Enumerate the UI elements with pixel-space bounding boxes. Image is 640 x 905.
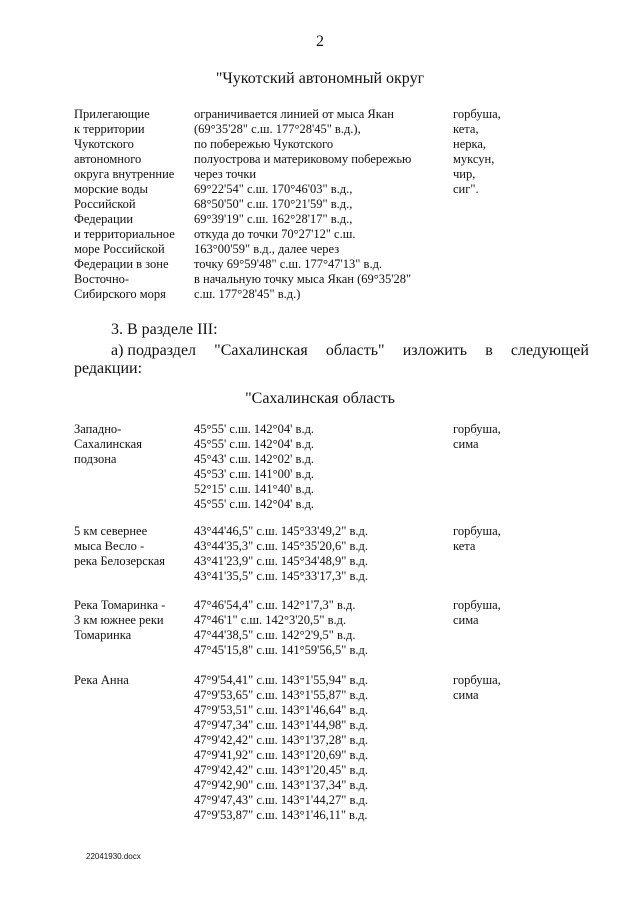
area-line: Российской [74,197,136,211]
area-line: река Белозерская [74,554,166,568]
sakhalin-title: "Сахалинская область [245,390,395,407]
boundary-line: точку 69°59'48" с.ш. 177°47'13" в.д. [194,257,383,271]
area-line: море Российской [74,242,165,256]
chukotka-species-cell [453,107,501,197]
instruction-word: а) подраздел [111,342,197,359]
coordinate-line: 47°9'41,92" с.ш. 143°1'20,69" в.д. [194,748,369,762]
coordinate-line: 47°46'54,4" с.ш. 142°1'7,3" в.д. [194,598,356,612]
page-number: 2 [316,33,324,50]
instruction-word: область" [325,342,385,359]
species-line: горбуша, [453,673,501,687]
species-line: горбуша, [453,422,501,436]
area-line: Федерации в зоне [74,257,169,271]
sakhalin-coords-cell [194,524,368,584]
area-line: к территории [74,122,145,136]
boundary-line: 69°39'19" с.ш. 162°28'17" в.д., [194,212,353,226]
boundary-line: с.ш. 177°28'45" в.д.) [194,287,301,301]
coordinate-line: 47°9'42,42" с.ш. 143°1'20,45" в.д. [194,763,369,777]
species-line: горбуша, [453,107,501,121]
boundary-line: через точки [194,167,257,181]
area-line: автономного [74,152,142,166]
species-line: сима [453,688,479,702]
coordinate-line: 45°55' с.ш. 142°04' в.д. [194,497,315,511]
boundary-line: ограничивается линией от мыса Якан [194,107,394,121]
section-instruction-continuation: редакции: [74,360,143,377]
sakhalin-coords-cell [194,673,368,823]
boundary-line: откуда до точки 70°27'12" с.ш. [194,227,356,241]
sakhalin-species-cell [453,598,501,628]
section-instruction-line [111,342,589,360]
chukotka-area-cell [74,107,175,302]
area-line: Федерации [74,212,134,226]
area-line: Чукотского [74,137,134,151]
coordinate-line: 47°9'53,87" с.ш. 143°1'46,11" в.д. [194,808,368,822]
coordinate-line: 43°44'46,5" с.ш. 145°33'49,2" в.д. [194,524,369,538]
coordinate-line: 45°55' с.ш. 142°04' в.д. [194,422,315,436]
instruction-word: "Сахалинская [214,342,308,359]
chukotka-title: "Чукотский автономный округ [215,70,425,87]
coordinate-line: 45°53' с.ш. 141°00' в.д. [194,467,315,481]
species-line: нерка, [453,137,487,151]
area-line: Сибирского моря [74,287,166,301]
coordinate-line: 52°15' с.ш. 141°40' в.д. [194,482,315,496]
coordinate-line: 47°9'42,90" с.ш. 143°1'37,34" в.д. [194,778,369,792]
coordinate-line: 43°41'35,5" с.ш. 145°33'17,3" в.д. [194,569,369,583]
coordinate-line: 47°44'38,5" с.ш. 142°2'9,5" в.д. [194,628,356,642]
section-heading: 3. В разделе III: [111,321,218,338]
sakhalin-area-cell [74,673,129,688]
area-line: Томаринка [74,628,132,642]
coordinate-line: 47°9'47,34" с.ш. 143°1'44,98" в.д. [194,718,369,732]
boundary-line: 163°00'59" в.д., далее через [194,242,340,256]
sakhalin-species-cell [453,524,501,554]
instruction-word: в [485,342,493,359]
coordinate-line: 47°45'15,8" с.ш. 141°59'56,5" в.д. [194,643,369,657]
species-line: сима [453,613,479,627]
coordinate-line: 47°9'53,65" с.ш. 143°1'55,87" в.д. [194,688,369,702]
sakhalin-area-cell [74,598,165,643]
sakhalin-area-cell [74,524,165,569]
coordinate-line: 45°55' с.ш. 142°04' в.д. [194,437,315,451]
species-line: горбуша, [453,598,501,612]
species-line: сиг". [453,182,479,196]
coordinate-line: 47°9'42,42" с.ш. 143°1'37,28" в.д. [194,733,369,747]
sakhalin-area-cell [74,422,142,467]
species-line: чир, [453,167,476,181]
boundary-line: в начальную точку мыса Якан (69°35'28" [194,272,412,286]
area-line: и территориальное [74,227,175,241]
instruction-word: изложить [402,342,468,359]
area-line: Восточно- [74,272,130,286]
area-line: Прилегающие [74,107,150,121]
area-line: округа внутренние [74,167,175,181]
area-line: морские воды [74,182,148,196]
sakhalin-coords-cell [194,598,368,658]
coordinate-line: 43°41'23,9" с.ш. 145°34'48,9" в.д. [194,554,369,568]
instruction-word: следующей [510,342,589,359]
species-line: горбуша, [453,524,501,538]
chukotka-boundary-cell [194,107,411,302]
area-line: Река Анна [74,673,129,687]
coordinate-line: 47°9'47,43" с.ш. 143°1'44,27" в.д. [194,793,369,807]
area-line: подзона [74,452,117,466]
boundary-line: полуострова и материковому побережью [194,152,412,166]
area-line: 3 км южнее реки [74,613,164,627]
area-line: Река Томаринка - [74,598,166,612]
area-line: Сахалинская [74,437,142,451]
boundary-line: 68°50'50" с.ш. 170°21'59" в.д., [194,197,353,211]
species-line: кета, [453,122,479,136]
coordinate-line: 43°44'35,3" с.ш. 145°35'20,6" в.д. [194,539,369,553]
species-line: муксун, [453,152,495,166]
sakhalin-species-cell [453,422,501,452]
area-line: 5 км севернее [74,524,148,538]
coordinate-line: 45°43' с.ш. 142°02' в.д. [194,452,315,466]
document-filename-footer: 22041930.docx [86,852,141,861]
sakhalin-coords-cell [194,422,314,512]
species-line: сима [453,437,479,451]
coordinate-line: 47°9'54,41" с.ш. 143°1'55,94" в.д. [194,673,369,687]
boundary-line: 69°22'54" с.ш. 170°46'03" в.д., [194,182,353,196]
species-line: кета [453,539,476,553]
boundary-line: по побережью Чукотского [194,137,334,151]
boundary-line: (69°35'28" с.ш. 177°28'45" в.д.), [194,122,361,136]
coordinate-line: 47°9'53,51" с.ш. 143°1'46,64" в.д. [194,703,369,717]
coordinate-line: 47°46'1" с.ш. 142°3'20,5" в.д. [194,613,347,627]
sakhalin-species-cell [453,673,501,703]
area-line: мыса Весло - [74,539,145,553]
area-line: Западно- [74,422,122,436]
